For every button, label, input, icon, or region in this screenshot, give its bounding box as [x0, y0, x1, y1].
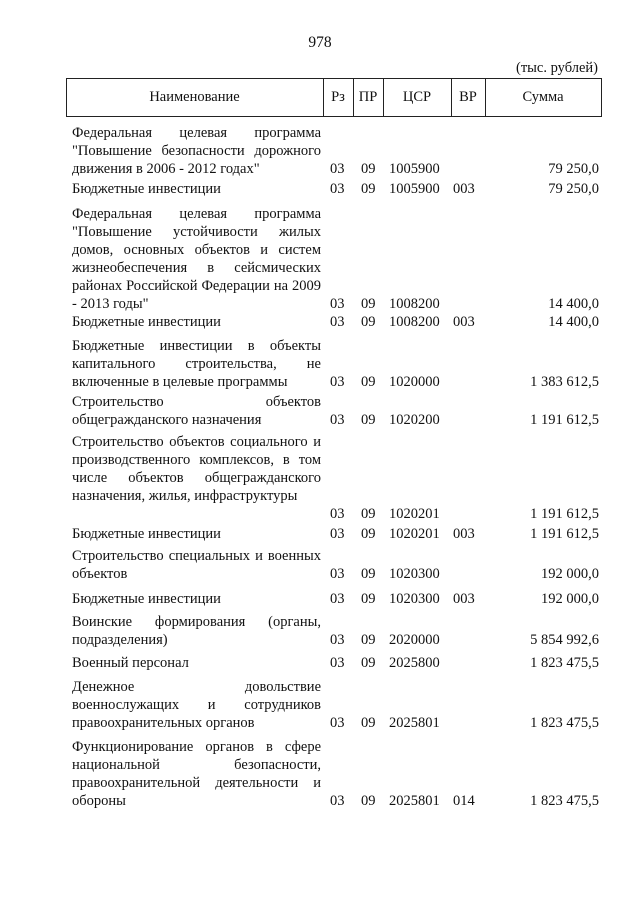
table-row — [0, 525, 640, 543]
row-pr: 09 — [361, 161, 376, 177]
row-sum: 1 191 612,5 — [530, 412, 599, 428]
row-csr: 2025801 — [389, 715, 440, 731]
row-pr: 09 — [361, 296, 376, 312]
row-vr: 003 — [453, 181, 475, 197]
row-sum: 1 823 475,5 — [530, 655, 599, 671]
row-csr: 1020201 — [389, 526, 440, 542]
row-sum: 1 823 475,5 — [530, 715, 599, 731]
row-rz: 03 — [330, 314, 345, 330]
row-pr: 09 — [361, 314, 376, 330]
row-pr: 09 — [361, 566, 376, 582]
row-sum: 79 250,0 — [548, 161, 599, 177]
header-vr: ВР — [459, 89, 477, 105]
header-pr: ПР — [358, 89, 378, 105]
table-row — [0, 433, 640, 523]
row-sum: 1 191 612,5 — [530, 506, 599, 522]
table-row — [0, 124, 640, 178]
row-rz: 03 — [330, 412, 345, 428]
row-csr: 2025801 — [389, 793, 440, 809]
row-csr: 1020200 — [389, 412, 440, 428]
row-name: Функционирование органов в сфере национальной безопасности, правоохранительной деятельности и обороны — [72, 739, 321, 809]
row-sum: 1 191 612,5 — [530, 526, 599, 542]
table-row — [0, 547, 640, 583]
row-name: Строительство специальных и военных объектов — [72, 548, 321, 582]
row-rz: 03 — [330, 715, 345, 731]
row-csr: 1020300 — [389, 591, 440, 607]
row-csr: 2025800 — [389, 655, 440, 671]
row-csr: 1020000 — [389, 374, 440, 390]
row-rz: 03 — [330, 655, 345, 671]
row-csr: 1008200 — [389, 296, 440, 312]
row-pr: 09 — [361, 526, 376, 542]
row-name: Бюджетные инвестиции в объекты капитального строительства, не включенные в целевые программы — [72, 338, 321, 390]
row-name: Бюджетные инвестиции — [72, 314, 221, 330]
row-rz: 03 — [330, 793, 345, 809]
row-csr: 1005900 — [389, 181, 440, 197]
row-rz: 03 — [330, 374, 345, 390]
row-name: Федеральная целевая программа "Повышение устойчивости жилых домов, основных объектов и систем жизнеобеспечения в сейсмических районах Российской Федерации на 2009 - 2013 годы" — [72, 206, 321, 312]
row-vr: 003 — [453, 314, 475, 330]
row-sum: 1 383 612,5 — [530, 374, 599, 390]
row-sum: 14 400,0 — [548, 314, 599, 330]
row-name: Военный персонал — [72, 655, 189, 671]
header-rz: Рз — [331, 89, 345, 105]
row-sum: 1 823 475,5 — [530, 793, 599, 809]
row-vr: 003 — [453, 526, 475, 542]
row-csr: 1020201 — [389, 506, 440, 522]
row-rz: 03 — [330, 506, 345, 522]
row-vr: 014 — [453, 793, 475, 809]
header-csr: ЦСР — [402, 89, 432, 105]
row-rz: 03 — [330, 632, 345, 648]
row-sum: 192 000,0 — [541, 591, 599, 607]
row-sum: 79 250,0 — [548, 181, 599, 197]
row-csr: 1005900 — [389, 161, 440, 177]
row-name: Федеральная целевая программа "Повышение безопасности дорожного движения в 2006 - 2012 годах" — [72, 125, 321, 177]
row-csr: 2020000 — [389, 632, 440, 648]
row-rz: 03 — [330, 161, 345, 177]
table-row — [0, 313, 640, 331]
table-row — [0, 180, 640, 198]
row-pr: 09 — [361, 632, 376, 648]
row-rz: 03 — [330, 591, 345, 607]
table-row — [0, 654, 640, 672]
row-pr: 09 — [361, 181, 376, 197]
row-pr: 09 — [361, 793, 376, 809]
row-name: Строительство объектов общегражданского назначения — [72, 394, 321, 428]
table-header — [66, 78, 602, 117]
table-row — [0, 738, 640, 810]
row-pr: 09 — [361, 591, 376, 607]
row-sum: 14 400,0 — [548, 296, 599, 312]
row-name: Воинские формирования (органы, подразделения) — [72, 614, 321, 648]
row-rz: 03 — [330, 526, 345, 542]
row-name: Строительство объектов социального и производственного комплексов, в том числе объектов общегражданского назначения, жилья, инфраструктуры — [72, 434, 321, 504]
row-sum: 192 000,0 — [541, 566, 599, 582]
table-row — [0, 205, 640, 313]
row-pr: 09 — [361, 374, 376, 390]
units-label: (тыс. рублей) — [516, 60, 598, 76]
row-rz: 03 — [330, 296, 345, 312]
row-pr: 09 — [361, 506, 376, 522]
table-row — [0, 337, 640, 391]
row-name: Бюджетные инвестиции — [72, 526, 221, 542]
table-row — [0, 393, 640, 429]
row-pr: 09 — [361, 655, 376, 671]
row-name: Бюджетные инвестиции — [72, 591, 221, 607]
table-row — [0, 678, 640, 732]
table-row — [0, 590, 640, 608]
row-pr: 09 — [361, 412, 376, 428]
row-rz: 03 — [330, 181, 345, 197]
header-name: Наименование — [149, 89, 240, 105]
row-sum: 5 854 992,6 — [530, 632, 599, 648]
header-sum: Сумма — [522, 89, 564, 105]
row-rz: 03 — [330, 566, 345, 582]
page-number: 978 — [308, 34, 332, 51]
row-pr: 09 — [361, 715, 376, 731]
row-name: Денежное довольствие военнослужащих и сотрудников правоохранительных органов — [72, 679, 321, 731]
table-row — [0, 613, 640, 649]
row-vr: 003 — [453, 591, 475, 607]
row-csr: 1008200 — [389, 314, 440, 330]
row-name: Бюджетные инвестиции — [72, 181, 221, 197]
row-csr: 1020300 — [389, 566, 440, 582]
